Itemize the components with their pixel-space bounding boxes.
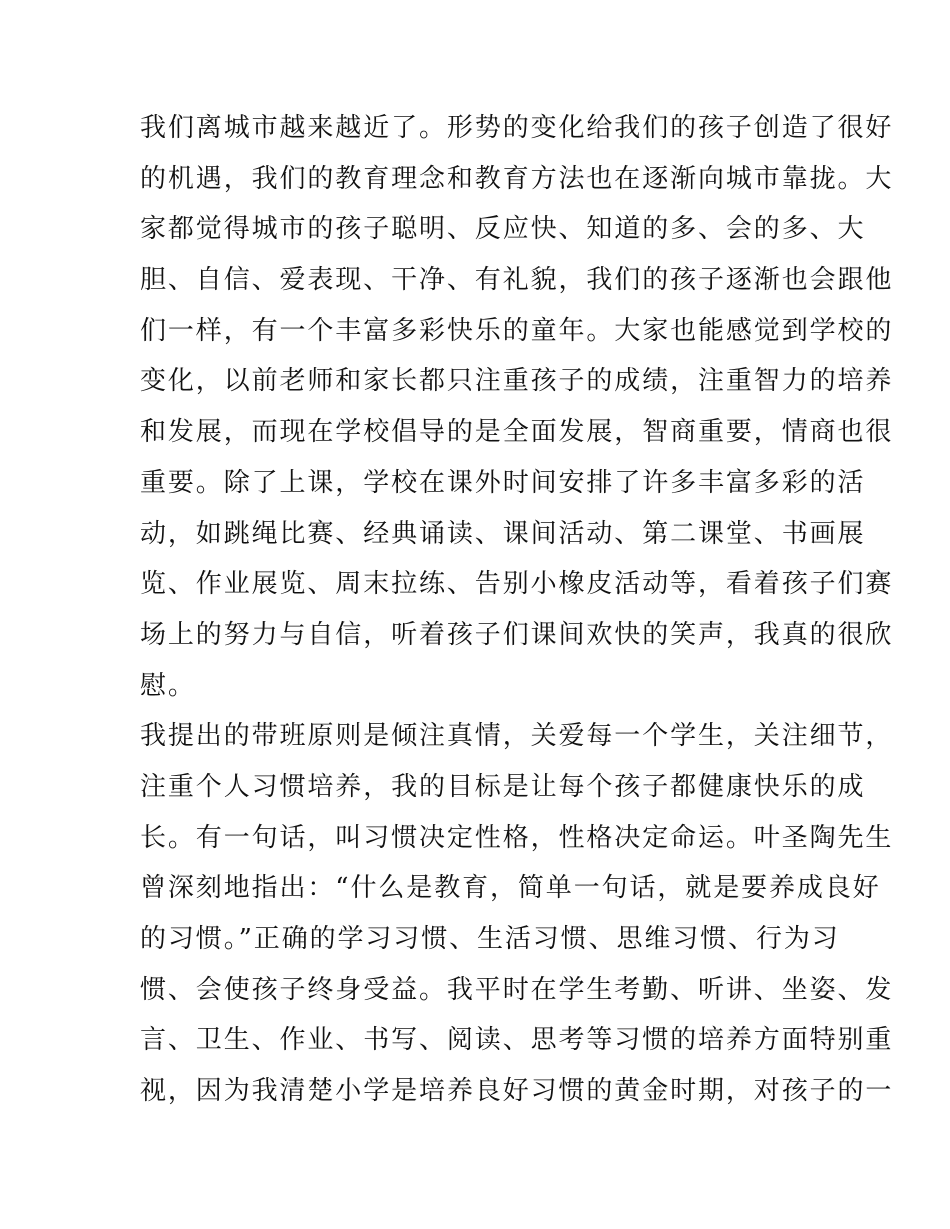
text-line: 的机遇，我们的教育理念和教育方法也在逐渐向城市靠拢。大 <box>140 163 894 194</box>
text-line: 我们离城市越来越近了。形势的变化给我们的孩子创造了很好 <box>140 113 894 143</box>
text-line: 长。有一句话，叫习惯决定性格，性格决定命运。叶圣陶先生 <box>140 822 894 853</box>
text-line: 们一样，有一个丰富多彩快乐的童年。大家也能感觉到学校的 <box>140 315 894 346</box>
text-line: 场上的努力与自信，听着孩子们课间欢快的笑声，我真的很欣 <box>140 619 894 650</box>
text-line: 和发展，而现在学校倡导的是全面发展，智商重要，情商也很 <box>140 417 894 448</box>
text-line: 言、卫生、作业、书写、阅读、思考等习惯的培养方面特别重 <box>140 1025 894 1056</box>
text-line: 重要。除了上课，学校在课外时间安排了许多丰富多彩的活 <box>140 467 866 498</box>
document-page <box>140 103 894 1117</box>
text-line: 惯、会使孩子终身受益。我平时在学生考勤、听讲、坐姿、发 <box>140 974 894 1005</box>
text-line: 变化，以前老师和家长都只注重孩子的成绩，注重智力的培养 <box>140 366 894 397</box>
text-line: 的习惯。”正确的学习习惯、生活习惯、思维习惯、行为习 <box>140 924 840 954</box>
text-line: 注重个人习惯培养，我的目标是让每个孩子都健康快乐的成 <box>140 771 866 802</box>
text-line: 家都觉得城市的孩子聪明、反应快、知道的多、会的多、大 <box>140 214 866 245</box>
text-line: 动，如跳绳比赛、经典诵读、课间活动、第二课堂、书画展 <box>140 518 866 549</box>
text-line: 胆、自信、爱表现、干净、有礼貌，我们的孩子逐渐也会跟他 <box>140 265 894 296</box>
text-line: 我提出的带班原则是倾注真情，关爱每一个学生，关注细节， <box>140 721 894 752</box>
text-line: 视，因为我清楚小学是培养良好习惯的黄金时期，对孩子的一 <box>140 1076 894 1107</box>
text-line: 慰。 <box>140 670 196 701</box>
text-line: 览、作业展览、周末拉练、告别小橡皮活动等，看着孩子们赛 <box>140 569 894 600</box>
text-line: 曾深刻地指出：“什么是教育，简单一句话，就是要养成良好 <box>140 873 881 904</box>
